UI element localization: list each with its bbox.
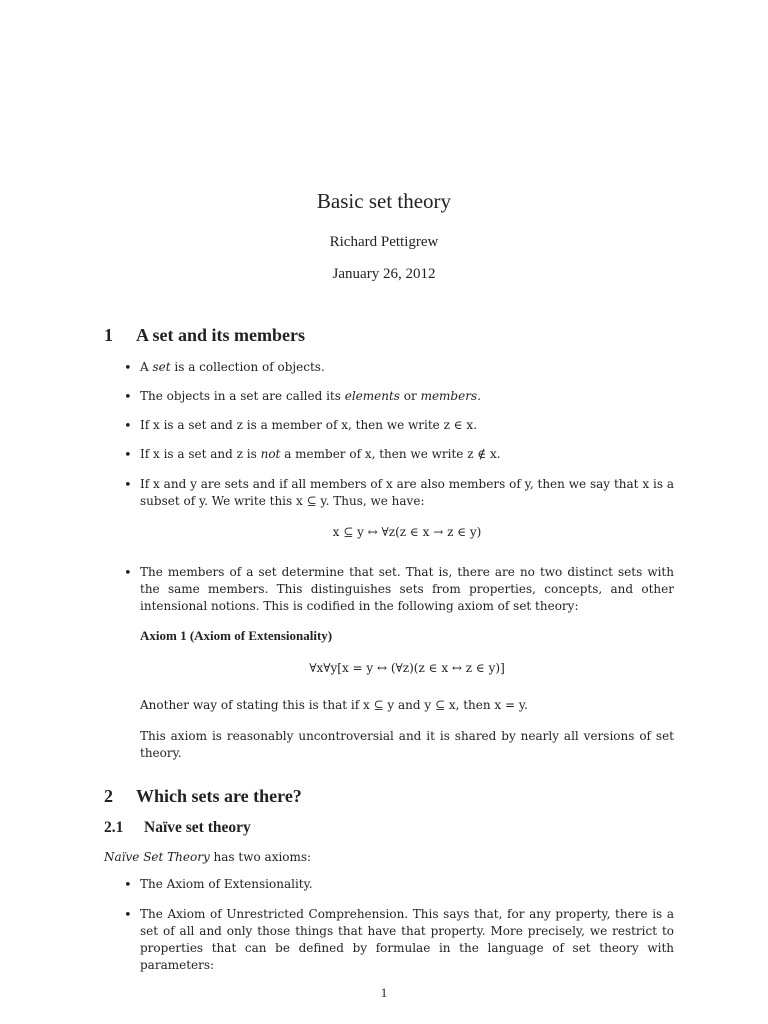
page-number: 1: [380, 985, 388, 1000]
list-item: The Axiom of Extensionality.: [140, 877, 313, 891]
subset-equation: x ⊆ y ↔ ∀z(z ∈ x → z ∈ y): [332, 525, 482, 539]
bullet-icon: •: [124, 566, 132, 581]
bullet-icon: •: [124, 361, 132, 376]
bullet-icon: •: [124, 390, 132, 405]
list-item: The Axiom of Unrestricted Comprehension. This says that, for any property, there is a set of all and only those things that have that property. More precisely, we restrict to properties that can be defined by formulae in the language of set theory with parameters:: [140, 907, 674, 972]
axiom-remark: This axiom is reasonably uncontroversial and it is shared by nearly all versions of set theory.: [140, 729, 674, 760]
section-1-title: A set and its members: [136, 325, 305, 345]
list-item: The members of a set determine that set. That is, there are no two distinct sets with the same members. This distinguishes sets from properties, concepts, and other intensional notions. This is codified in the following axiom of set theory:: [140, 565, 674, 613]
emphasis: elements: [344, 389, 400, 403]
section-1-number: 1: [104, 325, 113, 345]
list-item: [140, 359, 674, 376]
section-2-heading: [104, 786, 302, 807]
emphasis: not: [260, 447, 281, 461]
text-span: The objects in a set are called its: [140, 389, 345, 403]
extensionality-equation: ∀x∀y[x = y ↔ (∀z)(z ∈ x ↔ z ∈ y)]: [309, 661, 505, 675]
bullet-icon: •: [124, 908, 132, 923]
section-2-title: Which sets are there?: [136, 786, 302, 806]
bullet-icon: •: [124, 878, 132, 893]
text-span: .: [477, 389, 481, 403]
text-span: a member of x, then we write z ∉ x.: [280, 447, 501, 461]
text-span: or: [399, 389, 421, 403]
document-date: January 26, 2012: [332, 266, 436, 282]
section-1-heading: [104, 325, 305, 346]
emphasis: set: [152, 360, 171, 374]
axiom-label: Axiom 1 (Axiom of Extensionality): [140, 628, 333, 643]
subsection-number: 2.1: [104, 819, 124, 836]
text-span: has two axioms:: [209, 850, 312, 864]
list-item: [140, 446, 674, 463]
document-author: Richard Pettigrew: [329, 234, 439, 250]
emphasis: Naïve Set Theory: [104, 850, 210, 864]
list-item: [140, 388, 674, 405]
text-span: A: [140, 360, 153, 374]
list-item: If x and y are sets and if all members of x are also members of y, then we say that x is a subset of y. We write this x ⊆ y. Thus, we have:: [140, 477, 674, 508]
document-title: Basic set theory: [316, 189, 452, 213]
list-item: If x is a set and z is a member of x, then we write z ∈ x.: [140, 418, 478, 432]
subsection-title: Naïve set theory: [144, 819, 251, 836]
bullet-icon: •: [124, 419, 132, 434]
axiom-remark: Another way of stating this is that if x ⊆ y and y ⊆ x, then x = y.: [140, 698, 528, 712]
subsection-intro: [104, 849, 674, 866]
section-2-number: 2: [104, 786, 113, 806]
bullet-icon: •: [124, 478, 132, 493]
bullet-icon: •: [124, 448, 132, 463]
subsection-heading: [104, 819, 251, 837]
text-span: is a collection of objects.: [170, 360, 325, 374]
text-span: If x is a set and z is: [140, 447, 261, 461]
emphasis: members: [420, 389, 478, 403]
